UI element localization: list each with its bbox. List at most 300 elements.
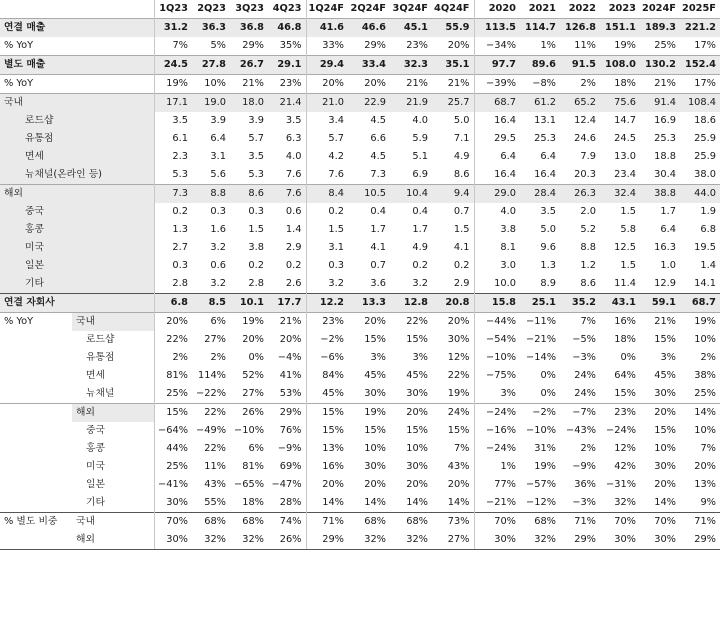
value-cell: 25.3 bbox=[654, 133, 676, 144]
value-cell: 32.4 bbox=[600, 185, 640, 204]
value-cell: 12% bbox=[447, 352, 470, 363]
value-cell: 41% bbox=[279, 370, 302, 381]
value-cell: 4.2 bbox=[306, 148, 348, 166]
value-cell: 27% bbox=[204, 334, 226, 345]
value-cell: 3.0 bbox=[474, 257, 520, 275]
value-cell: 8.6 bbox=[230, 185, 268, 204]
value-cell: 3.8 bbox=[474, 221, 520, 239]
row-label bbox=[0, 476, 72, 494]
row-label: % YoY bbox=[0, 75, 72, 94]
value-cell: 38% bbox=[694, 370, 716, 381]
value-cell: 5.9 bbox=[412, 133, 428, 144]
value-cell: 21% bbox=[230, 75, 268, 94]
row-sublabel bbox=[72, 185, 154, 204]
value-cell: −54% bbox=[474, 331, 520, 349]
value-cell: 0% bbox=[620, 352, 636, 363]
row-label bbox=[0, 458, 72, 476]
value-cell: 26% bbox=[268, 531, 306, 550]
value-cell: 6.4 bbox=[540, 151, 556, 162]
value-cell: 10% bbox=[694, 425, 716, 436]
value-cell: 3% bbox=[474, 385, 520, 404]
value-cell: 12.9 bbox=[654, 278, 676, 289]
value-cell: 3.5 bbox=[154, 112, 192, 130]
value-cell: 0.2 bbox=[154, 203, 192, 221]
value-cell: 19% bbox=[534, 461, 556, 472]
value-cell: 25.7 bbox=[432, 94, 474, 113]
value-cell: 15% bbox=[654, 425, 676, 436]
value-cell: 1.5 bbox=[248, 224, 264, 235]
table-row bbox=[0, 75, 720, 94]
value-cell: 1.5 bbox=[620, 260, 636, 271]
value-cell: 2.3 bbox=[154, 148, 192, 166]
value-cell: 0% bbox=[248, 352, 264, 363]
value-cell: 0.7 bbox=[370, 260, 386, 271]
value-cell: 43.1 bbox=[600, 294, 640, 313]
table-row bbox=[0, 148, 720, 166]
value-cell: 7% bbox=[700, 443, 716, 454]
value-cell: 0.3 bbox=[248, 206, 264, 217]
value-cell: 45.1 bbox=[390, 19, 432, 38]
header-cell: 2Q23 bbox=[197, 3, 226, 14]
value-cell: 59.1 bbox=[640, 294, 680, 313]
value-cell: 19% bbox=[680, 313, 720, 332]
value-cell: 18.8 bbox=[654, 151, 676, 162]
value-cell: 7% bbox=[154, 37, 192, 56]
value-cell: 24.5 bbox=[154, 56, 192, 75]
header-cell: 3Q23 bbox=[235, 3, 264, 14]
value-cell: 20% bbox=[654, 479, 676, 490]
value-cell: −41% bbox=[154, 476, 192, 494]
value-cell: −12% bbox=[526, 497, 556, 508]
value-cell: 25% bbox=[154, 458, 192, 476]
value-cell: −21% bbox=[526, 334, 556, 345]
value-cell: 18.0 bbox=[230, 94, 268, 113]
row-label: 중국 bbox=[0, 203, 72, 221]
value-cell: 21% bbox=[432, 75, 474, 94]
value-cell: 23% bbox=[268, 75, 306, 94]
value-cell: 16% bbox=[306, 458, 348, 476]
value-cell: 108.4 bbox=[680, 94, 720, 113]
value-cell: 22% bbox=[154, 331, 192, 349]
value-cell: 14% bbox=[306, 494, 348, 513]
value-cell: 16% bbox=[600, 313, 640, 332]
row-sublabel bbox=[72, 19, 154, 38]
value-cell: 5.8 bbox=[620, 224, 636, 235]
row-label bbox=[0, 494, 72, 513]
value-cell: 61.2 bbox=[520, 94, 560, 113]
value-cell: 23% bbox=[600, 404, 640, 423]
value-cell: 36.3 bbox=[192, 19, 230, 38]
row-sublabel: 미국 bbox=[86, 461, 105, 472]
value-cell: 16.3 bbox=[654, 242, 676, 253]
value-cell: 1.3 bbox=[154, 221, 192, 239]
value-cell: 15.8 bbox=[474, 294, 520, 313]
value-cell: 0.3 bbox=[154, 257, 192, 275]
value-cell: 27% bbox=[432, 531, 474, 550]
value-cell: 3% bbox=[412, 352, 428, 363]
value-cell: 44% bbox=[154, 440, 192, 458]
value-cell: 1.0 bbox=[660, 260, 676, 271]
value-cell: 20% bbox=[406, 479, 428, 490]
value-cell: 17.7 bbox=[268, 294, 306, 313]
row-label bbox=[0, 367, 72, 385]
value-cell: 21.9 bbox=[390, 94, 432, 113]
row-label bbox=[0, 385, 72, 404]
value-cell: 3.1 bbox=[306, 239, 348, 257]
value-cell: 42% bbox=[614, 461, 636, 472]
value-cell: 70% bbox=[600, 513, 640, 532]
value-cell: −24% bbox=[606, 425, 636, 436]
value-cell: 68% bbox=[230, 513, 268, 532]
value-cell: −43% bbox=[566, 425, 596, 436]
value-cell: 14.7 bbox=[614, 115, 636, 126]
value-cell: 7.6 bbox=[285, 169, 302, 180]
row-sublabel: 일본 bbox=[86, 479, 105, 490]
value-cell: 2% bbox=[210, 352, 226, 363]
value-cell: 20% bbox=[348, 75, 390, 94]
value-cell: 43% bbox=[447, 461, 470, 472]
value-cell: 32% bbox=[520, 531, 560, 550]
table-row bbox=[0, 203, 720, 221]
row-sublabel bbox=[72, 257, 154, 275]
value-cell: 1.7 bbox=[412, 224, 428, 235]
value-cell: 22% bbox=[204, 443, 226, 454]
row-label: 미국 bbox=[0, 239, 72, 257]
value-cell: 2.7 bbox=[154, 239, 192, 257]
value-cell: 22% bbox=[447, 370, 470, 381]
value-cell: 18% bbox=[242, 497, 264, 508]
value-cell: 6.8 bbox=[154, 294, 192, 313]
value-cell: 81% bbox=[242, 461, 264, 472]
header-cell: 4Q23 bbox=[272, 3, 302, 14]
value-cell: 31% bbox=[534, 443, 556, 454]
value-cell: 1.7 bbox=[660, 206, 676, 217]
value-cell: 20% bbox=[364, 479, 386, 490]
value-cell: 7.3 bbox=[370, 169, 386, 180]
value-cell: 15% bbox=[364, 334, 386, 345]
value-cell: 10% bbox=[406, 443, 428, 454]
header-cell: 1Q24F bbox=[306, 0, 348, 19]
value-cell: 45% bbox=[306, 385, 348, 404]
value-cell: −39% bbox=[474, 75, 520, 94]
value-cell: 97.7 bbox=[474, 56, 520, 75]
value-cell: 22% bbox=[192, 404, 230, 423]
value-cell: 33.4 bbox=[348, 56, 390, 75]
value-cell: 75.6 bbox=[600, 94, 640, 113]
row-label: 기타 bbox=[0, 275, 72, 294]
value-cell: 18.6 bbox=[694, 115, 716, 126]
value-cell: 8.1 bbox=[474, 239, 520, 257]
value-cell: −5% bbox=[572, 334, 596, 345]
value-cell: 27% bbox=[242, 388, 264, 399]
value-cell: −6% bbox=[306, 349, 348, 367]
row-label: 해외 bbox=[0, 185, 72, 204]
value-cell: 20% bbox=[390, 404, 432, 423]
value-cell: 74% bbox=[268, 513, 306, 532]
value-cell: 13% bbox=[306, 440, 348, 458]
value-cell: 4.9 bbox=[453, 151, 470, 162]
value-cell: 81% bbox=[154, 367, 192, 385]
value-cell: 76% bbox=[279, 425, 302, 436]
value-cell: 53% bbox=[279, 388, 302, 399]
value-cell: 29% bbox=[364, 40, 386, 51]
value-cell: 20% bbox=[306, 476, 348, 494]
table-row bbox=[0, 19, 720, 38]
header-cell: 2024F bbox=[642, 3, 676, 14]
value-cell: −9% bbox=[277, 443, 302, 454]
value-cell: 11.4 bbox=[614, 278, 636, 289]
row-label: 연결 자회사 bbox=[0, 294, 72, 313]
row-label: 국내 bbox=[0, 94, 72, 113]
value-cell: 13% bbox=[694, 479, 716, 490]
value-cell: 2.9 bbox=[453, 278, 470, 289]
table-row bbox=[0, 440, 720, 458]
value-cell: 30% bbox=[474, 531, 520, 550]
value-cell: 0.4 bbox=[370, 206, 386, 217]
value-cell: 30% bbox=[447, 334, 470, 345]
row-sublabel bbox=[72, 37, 154, 56]
value-cell: 3.4 bbox=[306, 112, 348, 130]
value-cell: 8.4 bbox=[306, 185, 348, 204]
value-cell: 44.0 bbox=[680, 185, 720, 204]
value-cell: 29.5 bbox=[474, 130, 520, 148]
value-cell: 70% bbox=[474, 513, 520, 532]
value-cell: 1.5 bbox=[306, 221, 348, 239]
value-cell: −47% bbox=[271, 479, 302, 490]
row-label: % YoY bbox=[4, 40, 34, 51]
value-cell: 14% bbox=[364, 497, 386, 508]
value-cell: 3.5 bbox=[248, 151, 264, 162]
row-label bbox=[0, 349, 72, 367]
value-cell: 25% bbox=[154, 385, 192, 404]
value-cell: 30% bbox=[406, 461, 428, 472]
value-cell: 1.4 bbox=[700, 260, 716, 271]
value-cell: 6.1 bbox=[154, 130, 192, 148]
value-cell: 113.5 bbox=[474, 19, 520, 38]
value-cell: 21% bbox=[640, 75, 680, 94]
value-cell: −75% bbox=[474, 367, 520, 385]
row-sublabel bbox=[72, 294, 154, 313]
row-label: % 별도 비중 bbox=[0, 513, 72, 532]
value-cell: 7% bbox=[453, 443, 470, 454]
value-cell: 21.4 bbox=[268, 94, 306, 113]
table-row bbox=[0, 531, 720, 550]
value-cell: 4.5 bbox=[370, 151, 386, 162]
value-cell: 35.2 bbox=[560, 294, 600, 313]
value-cell: 1.7 bbox=[370, 224, 386, 235]
value-cell: 4.0 bbox=[412, 115, 428, 126]
value-cell: 25.3 bbox=[534, 133, 556, 144]
value-cell: 2.0 bbox=[580, 206, 596, 217]
row-sublabel bbox=[72, 112, 154, 130]
value-cell: −24% bbox=[474, 404, 520, 423]
value-cell: 46.6 bbox=[348, 19, 390, 38]
value-cell: 20% bbox=[432, 313, 474, 332]
row-sublabel: 해외 bbox=[72, 404, 154, 423]
value-cell: 15% bbox=[447, 425, 470, 436]
header-cell: 2025F bbox=[682, 3, 716, 14]
value-cell: 13.0 bbox=[614, 151, 636, 162]
value-cell: 3.2 bbox=[306, 275, 348, 294]
value-cell: 6.4 bbox=[660, 224, 676, 235]
value-cell: 16.4 bbox=[534, 169, 556, 180]
value-cell: 8.6 bbox=[453, 169, 470, 180]
row-sublabel: 로드샵 bbox=[86, 334, 115, 345]
value-cell: 1% bbox=[474, 458, 520, 476]
value-cell: 29.1 bbox=[268, 56, 306, 75]
value-cell: 2% bbox=[700, 352, 716, 363]
value-cell: 35.1 bbox=[432, 56, 474, 75]
value-cell: 32% bbox=[230, 531, 268, 550]
value-cell: 32% bbox=[348, 531, 390, 550]
value-cell: 26% bbox=[230, 404, 268, 423]
value-cell: 5.0 bbox=[540, 224, 556, 235]
value-cell: 38.0 bbox=[694, 169, 716, 180]
value-cell: 8.6 bbox=[580, 278, 596, 289]
value-cell: 3.2 bbox=[210, 242, 226, 253]
value-cell: 3.9 bbox=[210, 115, 226, 126]
value-cell: 68% bbox=[348, 513, 390, 532]
value-cell: 19% bbox=[447, 388, 470, 399]
value-cell: 21% bbox=[268, 313, 306, 332]
value-cell: 68.7 bbox=[474, 94, 520, 113]
value-cell: −11% bbox=[520, 313, 560, 332]
table-row bbox=[0, 56, 720, 75]
value-cell: 3.6 bbox=[370, 278, 386, 289]
value-cell: 20% bbox=[447, 40, 470, 51]
value-cell: 15% bbox=[406, 334, 428, 345]
value-cell: 0.4 bbox=[412, 206, 428, 217]
value-cell: −24% bbox=[474, 440, 520, 458]
value-cell: 4.5 bbox=[370, 115, 386, 126]
value-cell: 33% bbox=[306, 37, 348, 56]
value-cell: 11% bbox=[574, 40, 596, 51]
header-cell: 4Q24F bbox=[434, 3, 470, 14]
row-sublabel: 기타 bbox=[86, 497, 105, 508]
row-sublabel: 면세 bbox=[86, 370, 105, 381]
value-cell: 24% bbox=[574, 370, 596, 381]
value-cell: −44% bbox=[474, 313, 520, 332]
value-cell: 14.1 bbox=[694, 278, 716, 289]
row-sublabel: 홍콩 bbox=[86, 443, 105, 454]
row-sublabel: 유통점 bbox=[86, 352, 115, 363]
value-cell: 10.0 bbox=[474, 275, 520, 294]
value-cell: −31% bbox=[606, 479, 636, 490]
value-cell: 29% bbox=[560, 531, 600, 550]
value-cell: 73% bbox=[432, 513, 474, 532]
value-cell: 4.1 bbox=[370, 242, 386, 253]
table-row bbox=[0, 513, 720, 532]
value-cell: 68% bbox=[192, 513, 230, 532]
value-cell: 13.1 bbox=[534, 115, 556, 126]
row-sublabel bbox=[72, 130, 154, 148]
value-cell: 19.5 bbox=[694, 242, 716, 253]
table-row bbox=[0, 257, 720, 275]
row-sublabel bbox=[72, 275, 154, 294]
row-label: 로드샵 bbox=[0, 112, 72, 130]
value-cell: 25% bbox=[694, 388, 716, 399]
value-cell: 130.2 bbox=[640, 56, 680, 75]
value-cell: −16% bbox=[474, 422, 520, 440]
value-cell: 3.9 bbox=[248, 115, 264, 126]
value-cell: 43% bbox=[204, 479, 226, 490]
value-cell: 9% bbox=[700, 497, 716, 508]
value-cell: 126.8 bbox=[560, 19, 600, 38]
value-cell: 10.1 bbox=[230, 294, 268, 313]
value-cell: 32% bbox=[390, 531, 432, 550]
value-cell: 30% bbox=[600, 531, 640, 550]
value-cell: 17.1 bbox=[154, 94, 192, 113]
value-cell: 5.2 bbox=[580, 224, 596, 235]
value-cell: 114.7 bbox=[520, 19, 560, 38]
value-cell: 0.2 bbox=[285, 260, 302, 271]
value-cell: 1.9 bbox=[700, 206, 716, 217]
value-cell: 152.4 bbox=[680, 56, 720, 75]
table-row bbox=[0, 458, 720, 476]
value-cell: −57% bbox=[526, 479, 556, 490]
value-cell: 7.6 bbox=[268, 185, 306, 204]
value-cell: 1% bbox=[540, 40, 556, 51]
value-cell: 1.6 bbox=[210, 224, 226, 235]
table-row bbox=[0, 404, 720, 423]
value-cell: 68% bbox=[390, 513, 432, 532]
table-row bbox=[0, 130, 720, 148]
value-cell: 12.4 bbox=[574, 115, 596, 126]
value-cell: −8% bbox=[520, 75, 560, 94]
value-cell: 6.4 bbox=[210, 133, 226, 144]
table-row bbox=[0, 349, 720, 367]
value-cell: 20.8 bbox=[432, 294, 474, 313]
table-row bbox=[0, 275, 720, 294]
table-row bbox=[0, 294, 720, 313]
value-cell: −14% bbox=[526, 352, 556, 363]
value-cell: 25% bbox=[654, 40, 676, 51]
value-cell: 12.5 bbox=[614, 242, 636, 253]
value-cell: 1.5 bbox=[453, 224, 470, 235]
table-row bbox=[0, 166, 720, 185]
value-cell: 29% bbox=[306, 531, 348, 550]
value-cell: 30% bbox=[654, 388, 676, 399]
value-cell: 26.3 bbox=[560, 185, 600, 204]
value-cell: 8.8 bbox=[580, 242, 596, 253]
table-row bbox=[0, 37, 720, 56]
value-cell: 30% bbox=[654, 461, 676, 472]
value-cell: 108.0 bbox=[600, 56, 640, 75]
table-row bbox=[0, 385, 720, 404]
value-cell: 28.4 bbox=[520, 185, 560, 204]
value-cell: −64% bbox=[154, 422, 192, 440]
value-cell: −3% bbox=[572, 352, 596, 363]
value-cell: 45% bbox=[364, 370, 386, 381]
value-cell: 26.7 bbox=[230, 56, 268, 75]
row-label bbox=[0, 422, 72, 440]
row-label bbox=[0, 531, 72, 550]
value-cell: 10.5 bbox=[348, 185, 390, 204]
value-cell: 7.3 bbox=[154, 185, 192, 204]
value-cell: 27.8 bbox=[192, 56, 230, 75]
table-row bbox=[0, 239, 720, 257]
header-cell: 3Q24F bbox=[392, 3, 428, 14]
value-cell: 6.3 bbox=[285, 133, 302, 144]
value-cell: −2% bbox=[520, 404, 560, 423]
header-cell: 1Q23 bbox=[154, 0, 192, 19]
row-label: 뉴채널(온라인 등) bbox=[0, 166, 72, 185]
row-label: 연결 매출 bbox=[0, 19, 72, 38]
row-sublabel bbox=[72, 75, 154, 94]
value-cell: 23% bbox=[306, 313, 348, 332]
value-cell: 8.8 bbox=[192, 185, 230, 204]
value-cell: 10.4 bbox=[390, 185, 432, 204]
